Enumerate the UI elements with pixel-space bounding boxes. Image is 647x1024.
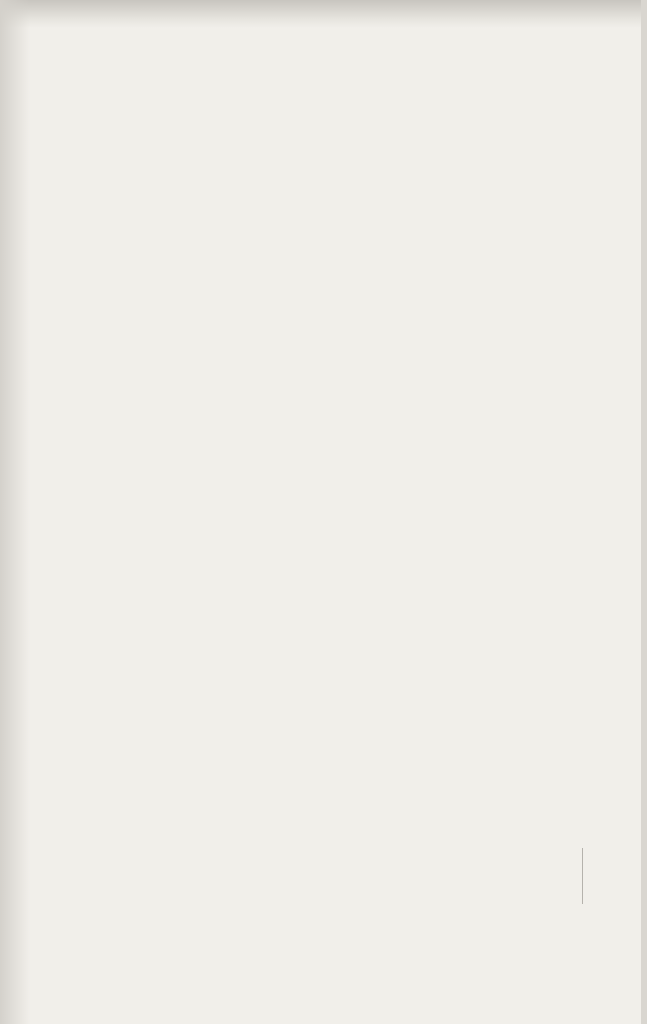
page-binding-shadow [0, 0, 30, 1024]
margin-rule [582, 848, 583, 904]
page-top-shadow [0, 0, 647, 28]
text-column [58, 56, 570, 102]
section-gap [58, 70, 570, 102]
page-edge [641, 0, 647, 1024]
section-gap [58, 56, 570, 70]
